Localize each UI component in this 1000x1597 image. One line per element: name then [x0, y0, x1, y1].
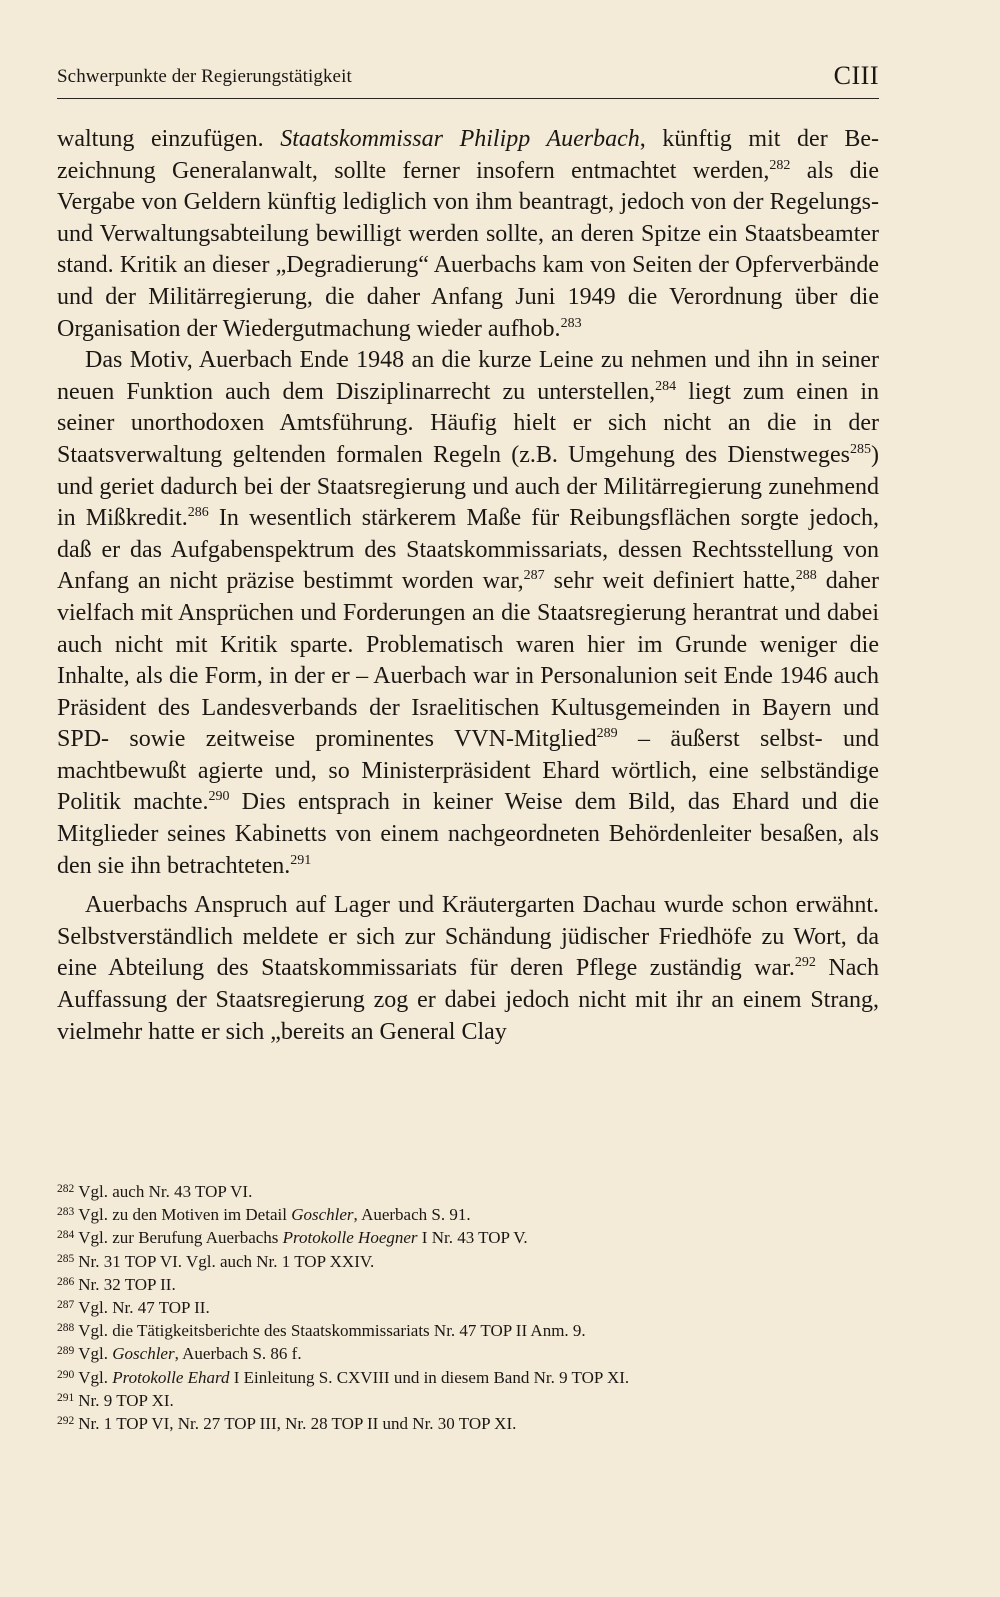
footnote-number: 284	[57, 1229, 75, 1242]
footnote-number: 288	[57, 1322, 75, 1335]
italic-text: Protokolle Ehard	[112, 1367, 230, 1387]
footnote-item	[57, 1342, 879, 1365]
text-segment: waltung einzufügen.	[57, 126, 281, 152]
footnote-number: 290	[57, 1368, 75, 1381]
running-header	[57, 60, 879, 99]
footnotes	[57, 1180, 879, 1435]
body-paragraph	[57, 890, 879, 1048]
text-segment: Vgl. zur Berufung Auerbachs	[78, 1228, 283, 1248]
footnote-reference: 282	[769, 157, 791, 173]
text-segment: Dies entsprach in keiner Weise dem Bild, das Ehard und die Mitglieder seines Kabinetts von einem nachgeordneten Behördenleiter besaßen, als den sie ihn betrachteten.	[57, 789, 879, 879]
footnote-number: 285	[57, 1252, 75, 1265]
text-segment: Nach Auffassung der Staatsregierung zog er dabei jedoch nicht mit ihr an einem Strang, vielmehr hatte er sich „bereits an General Clay	[57, 955, 879, 1045]
text-segment: als die Vergabe von Geldern künftig lediglich von ihm beantragt, jedoch von der Regelungs- und Verwaltungsabteilung bewilligt werden sollte, an deren Spitze ein Staatsbeamter stand. Kritik an dieser „Degradierung“ Auerbachs kam von Seiten der Opferverbände und der Militärregierung, die daher Anfang Juni 1949 die Verordnung über die Organisation der Wiedergutmachung wieder aufhob.	[57, 157, 879, 342]
footnote-item	[57, 1319, 879, 1342]
text-segment: Auerbachs Anspruch auf Lager und Kräutergarten Dachau wurde schon erwähnt. Selbstverständlich meldete er sich zur Schändung jüdischer Friedhöfe zu Wort, da eine Abteilung des Staatskommissariats für deren Pflege zuständig war.	[57, 892, 879, 982]
footnote-item	[57, 1412, 879, 1435]
page-number: CIII	[833, 61, 879, 90]
footnote-number: 292	[57, 1415, 75, 1428]
footnote-item	[57, 1180, 879, 1203]
footnote-reference: 286	[187, 505, 209, 521]
text-segment: Nr. 9 TOP XI.	[78, 1390, 174, 1410]
footnote-reference: 288	[795, 568, 817, 584]
text-segment: Vgl.	[78, 1344, 113, 1364]
footnote-number: 283	[57, 1206, 75, 1219]
footnote-item	[57, 1226, 879, 1249]
footnote-item	[57, 1250, 879, 1273]
text-segment: In wesentlich stärkerem Maße für Reibungsflächen sorgte jedoch, daß er das Aufgabenspektrum des Staatskommissariats, dessen Rechtsstellung von Anfang an nicht präzise bestimmt worden war,	[57, 505, 879, 595]
text-segment: I Nr. 43 TOP V.	[417, 1228, 528, 1248]
text-segment: ) und geriet dadurch bei der Staatsregierung und auch der Militärregierung zunehmend in Mißkredit.	[57, 441, 879, 532]
text-segment: Nr. 32 TOP II.	[78, 1274, 176, 1294]
footnote-number: 282	[57, 1183, 75, 1195]
text-segment: Nr. 1 TOP VI, Nr. 27 TOP III, Nr. 28 TOP II und Nr. 30 TOP XI.	[78, 1414, 517, 1434]
footnote-reference: 292	[794, 955, 816, 971]
text-segment: – äußerst selbst- und machtbewußt agierte und, so Ministerpräsident Ehard wörtlich, eine selbständige Politik machte.	[57, 726, 879, 816]
text-segment: liegt zum einen in seiner unorthodoxen Amtsführung. Häufig hielt er sich nicht an die in der Staatsverwaltung geltenden formalen Regeln (z.B. Umgehung des Dienstweges	[57, 378, 879, 468]
text-segment: Vgl.	[78, 1367, 113, 1387]
footnote-reference: 287	[523, 568, 545, 584]
text-segment: , Auerbach S. 86 f.	[174, 1344, 302, 1364]
footnote-item	[57, 1296, 879, 1319]
footnote-number: 289	[57, 1345, 75, 1358]
footnote-reference: 285	[850, 441, 871, 457]
footnote-item	[57, 1203, 879, 1226]
footnote-item	[57, 1389, 879, 1412]
italic-text: Staatskommissar Philipp Auerbach	[280, 126, 640, 152]
text-segment: Das Motiv, Auerbach Ende 1948 an die kurze Leine zu nehmen und ihn in seiner neuen Funktion auch dem Disziplinarrecht zu unterstellen,	[57, 347, 879, 405]
text-segment: Vgl. die Tätigkeitsberichte des Staatskommissariats Nr. 47 TOP II Anm. 9.	[78, 1321, 586, 1341]
text-segment: Nr. 31 TOP VI. Vgl. auch Nr. 1 TOP XXIV.	[78, 1251, 375, 1271]
footnote-reference: 289	[596, 726, 618, 742]
footnote-reference: 284	[655, 378, 677, 394]
footnote-item	[57, 1273, 879, 1296]
header-title: Schwerpunkte der Regierungstätigkeit	[57, 66, 352, 87]
footnote-reference: 283	[560, 315, 582, 331]
text-segment: Vgl. zu den Motiven im Detail	[78, 1205, 292, 1225]
text-segment: Vgl. auch Nr. 43 TOP VI.	[78, 1182, 253, 1201]
text-segment: sehr weit definiert hatte,	[544, 568, 796, 595]
footnote-reference: 291	[290, 852, 312, 868]
footnote-number: 286	[57, 1275, 75, 1288]
text-segment: Vgl. Nr. 47 TOP II.	[78, 1298, 210, 1318]
italic-text: Protokolle Hoegner	[282, 1228, 418, 1248]
body-paragraph	[57, 124, 879, 345]
text-segment: , künftig mit der Bezeichnung Generalanwalt, sollte ferner insofern entmachtet werden,	[57, 126, 880, 184]
italic-text: Goschler	[112, 1344, 175, 1364]
text-segment: , Auerbach S. 91.	[353, 1205, 471, 1225]
footnote-number: 287	[57, 1299, 75, 1312]
footnote-item	[57, 1366, 879, 1389]
body-paragraph	[57, 345, 879, 882]
italic-text: Goschler	[291, 1205, 354, 1225]
footnote-number: 291	[57, 1391, 75, 1404]
text-segment: I Einleitung S. CXVIII und in diesem Band Nr. 9 TOP XI.	[229, 1367, 630, 1387]
body-text	[57, 124, 879, 1048]
text-segment: daher vielfach mit Ansprüchen und Forderungen an die Staatsregierung herantrat und dabei auch nicht mit Kritik sparte. Problematisch waren hier im Grunde weniger die Inhalte, als die Form, in der er – Auerbach war in Personalunion seit Ende 1946 auch Präsident des Landesverbands der Israelitischen Kultusgemeinden in Bayern und SPD- sowie zeitweise prominentes VVN-Mitglied	[57, 568, 879, 753]
footnote-reference: 290	[208, 789, 230, 805]
